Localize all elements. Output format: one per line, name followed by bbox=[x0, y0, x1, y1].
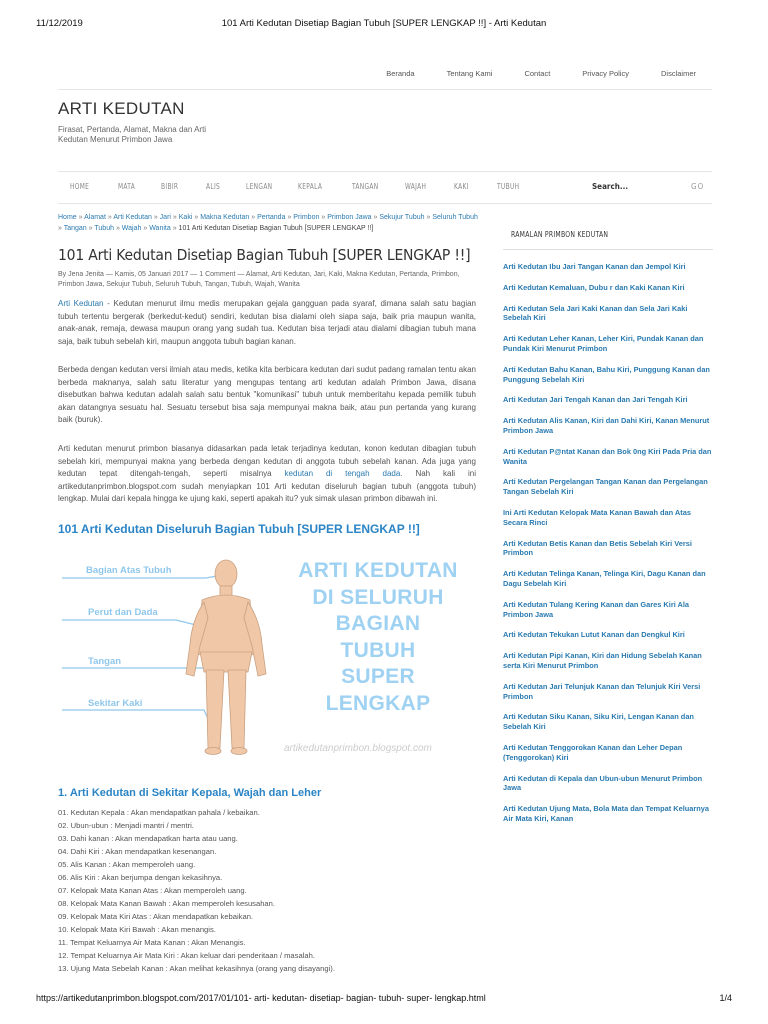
list-item: 07. Kelopak Mata Kanan Atas : Akan memperoleh uang. bbox=[58, 886, 247, 895]
sidebar-link[interactable]: Arti Kedutan Jari Tengah Kanan dan Jari Tengah Kiri bbox=[503, 395, 688, 405]
chest-twitch-link[interactable]: kedutan di tengah dada bbox=[284, 469, 401, 478]
breadcrumb-separator: » bbox=[426, 214, 431, 221]
figure-watermark-url: artikedutanprimbon.blogspot.com bbox=[284, 743, 432, 754]
sidebar-link[interactable]: Arti Kedutan Tulang Kering Kanan dan Gares Kiri Ala Primbon Jawa bbox=[503, 599, 690, 619]
toplink-contact[interactable]: Contact bbox=[524, 69, 551, 78]
list-item: 04. Dahi Kiri : Akan mendapatkan kesenangan. bbox=[58, 847, 217, 856]
sidebar-link[interactable]: Arti Kedutan Sela Jari Kaki Kanan dan Sela Jari Kaki Sebelah Kiri bbox=[503, 303, 688, 323]
human-figure bbox=[186, 560, 266, 755]
sidebar-link[interactable]: Arti Kedutan Siku Kanan, Siku Kiri, Lengan Kanan dan Sebelah Kiri bbox=[503, 712, 694, 732]
breadcrumb bbox=[58, 212, 478, 234]
breadcrumb-separator: » bbox=[143, 225, 148, 232]
figure-headline-line: BAGIAN bbox=[335, 612, 421, 635]
figure-label-stomach-chest: Perut dan Dada bbox=[88, 607, 158, 618]
list-item: 10. Kelopak Mata Kiri Bawah : Akan menangis. bbox=[58, 925, 216, 934]
breadcrumb-separator: » bbox=[251, 214, 256, 221]
breadcrumb-separator: » bbox=[153, 214, 158, 221]
section-heading: 1. Arti Kedutan di Sekitar Kepala, Wajah dan Leher bbox=[58, 787, 322, 799]
breadcrumb-link[interactable]: Primbon Jawa bbox=[327, 214, 372, 221]
paragraph-text: Arti kedutan menurut primbon biasanya didasarkan pada letak terjadinya kedutan, konon kedutan dibagian tubuh sebelah kiri, mempunyai makna yang berbeda dengan kedutan di anggota tubuh sebelah kanan. Ada juga yang kedutan tepat ditengah-tengah, seperti misalnya bbox=[58, 444, 476, 478]
sidebar-link[interactable]: Arti Kedutan Alis Kanan, Kiri dan Dahi Kiri, Kanan Menurut Primbon Jawa bbox=[503, 416, 710, 435]
sidebar-link[interactable]: Arti Kedutan Tenggorokan Kanan dan Leher Depan (Tenggorokan) Kiri bbox=[503, 742, 683, 762]
sidebar-title: RAMALAN PRIMBON KEDUTAN bbox=[511, 230, 609, 239]
post-paragraph-3 bbox=[58, 443, 476, 506]
figure-label-upper-body: Bagian Atas Tubuh bbox=[86, 565, 172, 576]
list-item: 13. Ujung Mata Sebelah Kanan : Akan melihat kekasihnya (orang yang disayangi). bbox=[58, 964, 335, 973]
sidebar-divider bbox=[503, 249, 713, 250]
sidebar-link[interactable]: Arti Kedutan Ujung Mata, Bola Mata dan Tempat Keluarnya Air Mata Kiri, Kanan bbox=[503, 804, 710, 823]
sidebar-link[interactable]: Ini Arti Kedutan Kelopak Mata Kanan Bawah dan Atas Secara Rinci bbox=[503, 507, 691, 527]
pointer-line-chest bbox=[62, 620, 208, 628]
nav-wajah[interactable]: WAJAH bbox=[405, 182, 427, 191]
nav-tangan[interactable]: TANGAN bbox=[352, 182, 379, 191]
breadcrumb-link[interactable]: Primbon bbox=[293, 214, 320, 221]
nav-kaki[interactable]: KAKI bbox=[454, 182, 469, 191]
nav-mata[interactable]: MATA bbox=[118, 182, 136, 191]
list-item: 01. Kedutan Kepala : Akan mendapatkan pahala / kebaikan. bbox=[58, 808, 260, 817]
site-tagline: Firasat, Pertanda, Alamat, Makna dan Arti Kedutan Menurut Primbon Jawa bbox=[58, 125, 207, 144]
breadcrumb-link[interactable]: Wajah bbox=[121, 225, 142, 232]
toplink-tentang-kami[interactable]: Tentang Kami bbox=[446, 69, 493, 78]
sidebar-link[interactable]: Arti Kedutan Pipi Kanan, Kiri dan Hidung Sebelah Kanan serta Kiri Menurut Primbon bbox=[503, 651, 702, 670]
figure-label-feet: Sekitar Kaki bbox=[88, 698, 143, 709]
breadcrumb-separator: » bbox=[194, 214, 199, 221]
breadcrumb-link[interactable]: Sekujur Tubuh bbox=[379, 214, 425, 221]
post-paragraph-1 bbox=[58, 298, 476, 348]
figure-headline-line: LENGKAP bbox=[325, 691, 431, 715]
post-title: 101 Arti Kedutan Disetiap Bagian Tubuh [SUPER LENGKAP !!] bbox=[58, 246, 471, 264]
breadcrumb-link[interactable]: Wanita bbox=[149, 225, 171, 232]
post-paragraph-2: Berbeda dengan kedutan versi ilmiah atau medis, ketika kita berbicara kedutan dari sudut padang ramalan tentu akan berbeda maknanya, salah satu literatur yang mengupas tentang arti kedutan adalah Primbon Jawa, disana disebutkan bahwa kedutan adalah salah satu bentuk "komunikasi" tubuh untuk memberitahu kepada pemilik tubuh akan datangnya sesuatu hal. Sesuatu tersebut bisa saja mempunyai makna baik, atau pun pertanda yang kurang baik (buruk). bbox=[58, 365, 476, 424]
nav-tubuh[interactable]: TUBUH bbox=[497, 182, 520, 191]
figure-headline-line: ARTI KEDUTAN bbox=[298, 559, 458, 582]
breadcrumb-separator: » bbox=[107, 214, 112, 221]
print-url: https://artikedutanprimbon.blogspot.com/2017/01/101- arti- kedutan- disetiap- bagian- tubuh- super- lengkap.html bbox=[36, 993, 486, 1003]
breadcrumb-link[interactable]: Jari bbox=[159, 214, 171, 221]
breadcrumb-separator: » bbox=[172, 214, 177, 221]
nav-home[interactable]: HOME bbox=[70, 182, 90, 191]
breadcrumb-link[interactable]: Makna Kedutan bbox=[200, 214, 250, 221]
print-page-title: 101 Arti Kedutan Disetiap Bagian Tubuh [SUPER LENGKAP !!] - Arti Kedutan bbox=[221, 18, 547, 29]
breadcrumb-separator: » bbox=[78, 214, 83, 221]
sidebar-link[interactable]: Arti Kedutan Pergelangan Tangan Kanan dan Pergelangan Tangan Sebelah Kiri bbox=[503, 477, 708, 497]
sidebar-link[interactable]: Arti Kedutan Ibu Jari Tangan Kanan dan Jempol Kiri bbox=[503, 262, 686, 271]
nav-kepala[interactable]: KEPALA bbox=[298, 182, 323, 191]
header-divider bbox=[58, 89, 712, 90]
sidebar-link[interactable]: Arti Kedutan Leher Kanan, Leher Kiri, Pundak Kanan dan Pundak Kiri Menurut Primbon bbox=[503, 334, 704, 353]
list-item: 02. Ubun-ubun : Menjadi mantri / mentri. bbox=[58, 821, 194, 830]
nav-bottom-divider bbox=[58, 203, 712, 204]
print-header bbox=[0, 18, 768, 32]
site-title[interactable]: ARTI KEDUTAN bbox=[58, 99, 185, 118]
sidebar-link[interactable]: Arti Kedutan Kemaluan, Dubu r dan Kaki Kanan Kiri bbox=[503, 282, 685, 292]
nav-top-divider bbox=[58, 171, 712, 172]
pointer-line-feet bbox=[62, 710, 214, 732]
sidebar-link[interactable]: Arti Kedutan Betis Kanan dan Betis Sebelah Kiri Versi Primbon bbox=[503, 538, 692, 558]
toplink-disclaimer[interactable]: Disclaimer bbox=[660, 69, 696, 78]
post-subtitle: 101 Arti Kedutan Diseluruh Bagian Tubuh [SUPER LENGKAP !!] bbox=[58, 522, 420, 536]
figure-headline-line: TUBUH bbox=[340, 638, 416, 662]
list-item: 06. Alis Kiri : Akan berjumpa dengan kekasihnya. bbox=[58, 873, 223, 882]
list-item: 09. Kelopak Mata Kiri Atas : Akan mendapatkan kebaikan. bbox=[58, 912, 254, 921]
sidebar-link[interactable]: Arti Kedutan Bahu Kanan, Bahu Kiri, Punggung Kanan dan Punggung Sebelah Kiri bbox=[503, 364, 710, 384]
breadcrumb-current: 101 Arti Kedutan Disetiap Bagian Tubuh [SUPER LENGKAP !!] bbox=[178, 225, 374, 232]
breadcrumb-separator: » bbox=[321, 214, 326, 221]
nav-alis[interactable]: ALIS bbox=[206, 182, 221, 191]
list-item: 11. Tempat Keluarnya Air Mata Kanan : Akan Menangis. bbox=[58, 938, 246, 947]
nav-lengan[interactable]: LENGAN bbox=[246, 182, 273, 191]
figure-label-hand: Tangan bbox=[88, 656, 122, 667]
breadcrumb-link[interactable]: Arti Kedutan bbox=[113, 214, 152, 221]
paragraph-text: . Nah kali ini artikedutanprimbon.blogspot.com sudah menyiapkan 101 Arti kedutan diseluruh bagian tubuh (anggota tubuh) lengkap. Mulai dari kepala hingga ke ujung kaki, seperti apakah itu? yuk simak ulasan primbon dibawah ini. bbox=[58, 469, 476, 503]
breadcrumb-link[interactable]: Tubuh bbox=[94, 225, 114, 232]
breadcrumb-link[interactable]: Alamat bbox=[84, 214, 106, 221]
breadcrumb-separator: » bbox=[115, 225, 120, 232]
top-links bbox=[370, 69, 712, 78]
sidebar-link[interactable]: Arti Kedutan Telinga Kanan, Telinga Kiri, Dagu Kanan dan Dagu Sebelah Kiri bbox=[503, 569, 706, 588]
paragraph-text: - Kedutan menurut ilmu medis merupakan gejala gangguan pada syaraf, dimana salah satu bagian tubuh tertentu bergerak (berkedut-kedut) sendiri, kedutan bisa dialami oleh siapa saja, baik pria maupun wanita, anak-anak, remaja, dewasa maupun orang yang sudah tua. Kedutan bisa terjadi atau dialami dibagian tubuh mana saja, baik tubuh sebelah kiri, maupun anggota tubuh bagian kanan. bbox=[58, 299, 476, 346]
breadcrumb-link[interactable]: Tangan bbox=[63, 225, 87, 232]
sidebar-link[interactable]: Arti Kedutan Jari Telunjuk Kanan dan Telunjuk Kiri Versi Primbon bbox=[503, 681, 701, 701]
list-item: 03. Dahi kanan : Akan mendapatkan harta atau uang. bbox=[58, 834, 238, 843]
breadcrumb-link[interactable]: Pertanda bbox=[257, 214, 286, 221]
main-nav bbox=[58, 176, 712, 200]
breadcrumb-separator: » bbox=[88, 225, 93, 232]
figure-headline bbox=[278, 558, 478, 717]
breadcrumb-separator: » bbox=[287, 214, 292, 221]
sidebar-link[interactable]: Arti Kedutan di Kepala dan Ubun-ubun Menurut Primbon Jawa bbox=[503, 773, 703, 793]
toplink-privacy-policy[interactable]: Privacy Policy bbox=[582, 69, 629, 78]
list-item: 05. Alis Kanan : Akan memperoleh uang. bbox=[58, 860, 196, 869]
breadcrumb-separator: » bbox=[373, 214, 378, 221]
breadcrumb-link[interactable]: Seluruh Tubuh bbox=[432, 214, 478, 221]
breadcrumb-link[interactable]: Home bbox=[58, 214, 77, 221]
intro-link[interactable]: Arti Kedutan bbox=[58, 299, 104, 308]
breadcrumb-separator: » bbox=[172, 225, 177, 232]
search-input[interactable]: Search... bbox=[592, 182, 629, 191]
sidebar-list bbox=[503, 262, 713, 835]
sidebar-link[interactable]: Arti Kedutan P@ntat Kanan dan Bok 0ng Kiri Pada Pria dan Wanita bbox=[503, 446, 712, 466]
figure-headline-line: SUPER bbox=[341, 665, 415, 688]
list-item: 12. Tempat Keluarnya Air Mata Kiri : Akan keluar dari penderitaan / masalah. bbox=[58, 951, 315, 960]
search-go-button[interactable]: GO bbox=[691, 182, 705, 191]
print-date: 11/12/2019 bbox=[36, 18, 83, 29]
section-list bbox=[58, 806, 478, 975]
figure-headline-line: DI SELURUH bbox=[312, 585, 444, 609]
list-item: 08. Kelopak Mata Kanan Bawah : Akan memperoleh kesusahan. bbox=[58, 899, 275, 908]
post-meta: By Jena Jenita — Kamis, 05 Januari 2017 — 1 Comment — Alamat, Arti Kedutan, Jari, Kaki, Makna Kedutan, Pertanda, Primbon, Primbon Jawa, Sekujur Tubuh, Seluruh Tubuh, Tangan, Tubuh, Wajah, Wanita bbox=[58, 271, 460, 288]
breadcrumb-separator: » bbox=[58, 225, 62, 232]
print-page-number: 1/4 bbox=[719, 993, 732, 1003]
sidebar-link[interactable]: Arti Kedutan Tekukan Lutut Kanan dan Dengkul Kiri bbox=[503, 630, 685, 640]
nav-bibir[interactable]: BIBIR bbox=[161, 182, 179, 191]
body-diagram-image bbox=[58, 552, 476, 764]
breadcrumb-link[interactable]: Kaki bbox=[178, 214, 193, 221]
toplink-beranda[interactable]: Beranda bbox=[386, 69, 415, 78]
